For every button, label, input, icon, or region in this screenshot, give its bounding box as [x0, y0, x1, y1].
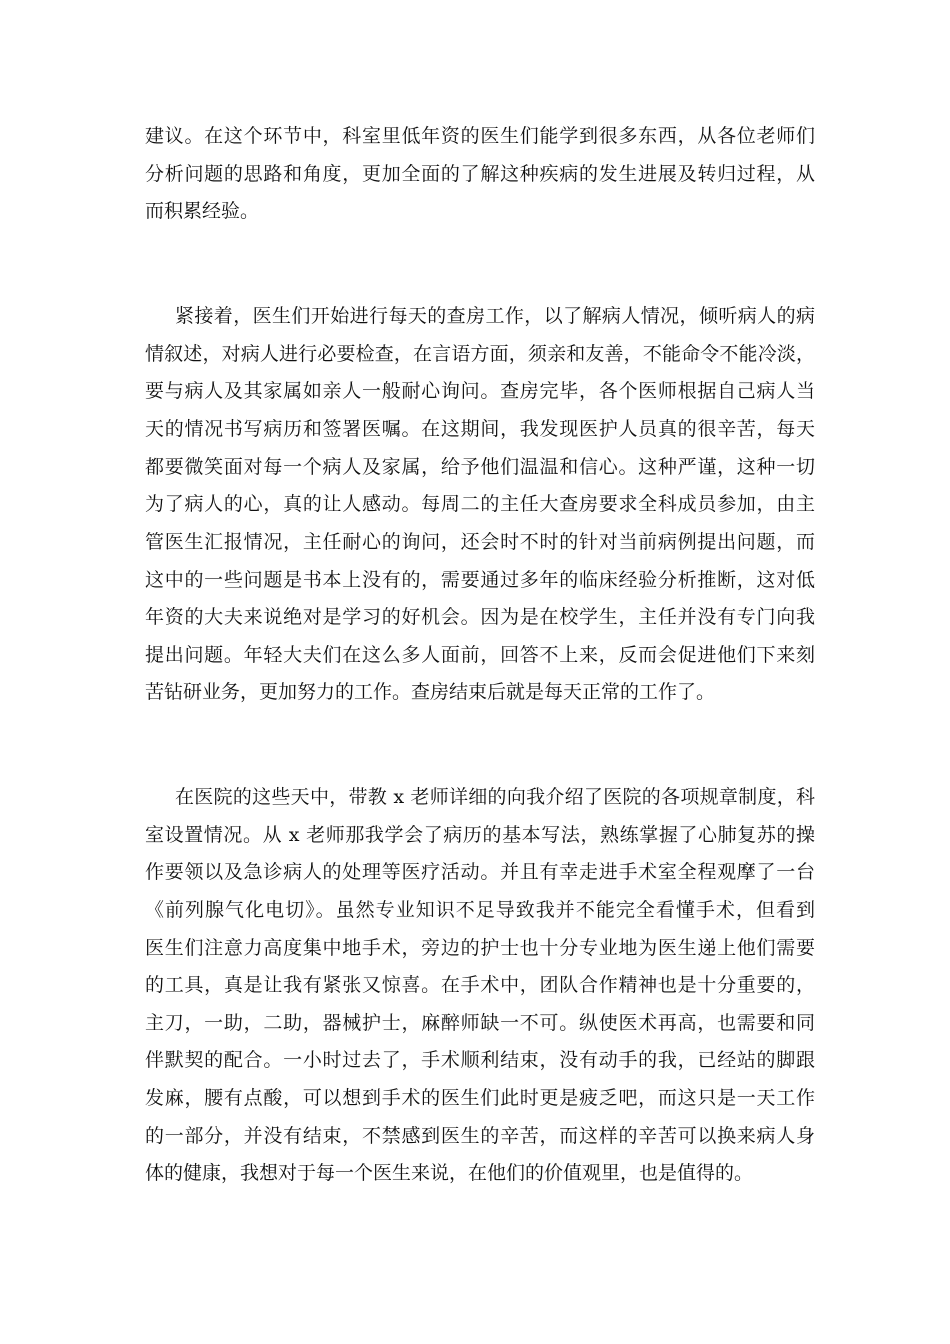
text-line: 都要微笑面对每一个病人及家属，给予他们温温和信心。这种严谨，这种一切	[145, 456, 815, 478]
text-line: 发麻，腰有点酸，可以想到手术的医生们此时更是疲乏吧，而这只是一天工作	[145, 1087, 815, 1109]
text-line: 紧接着，医生们开始进行每天的查房工作，以了解病人情况，倾听病人的病	[175, 305, 815, 327]
text-line: 为了病人的心，真的让人感动。每周二的主任大查房要求全科成员参加，由主	[145, 493, 815, 515]
text-line: 体的健康，我想对于每一个医生来说，在他们的价值观里，也是值得的。	[145, 1162, 754, 1184]
text-line: 室设置情况。从 x 老师那我学会了病历的基本写法，熟练掌握了心肺复苏的操	[145, 824, 815, 846]
text-line: 而积累经验。	[145, 200, 260, 222]
text-line: 的一部分，并没有结束，不禁感到医生的辛苦，而这样的辛苦可以换来病人身	[145, 1125, 815, 1147]
text-line: 建议。在这个环节中，科室里低年资的医生们能学到很多东西，从各位老师们	[145, 125, 815, 147]
text-line: 《前列腺气化电切》。虽然专业知识不足导致我并不能完全看懂手术，但看到	[145, 899, 815, 921]
text-line: 分析问题的思路和角度，更加全面的了解这种疾病的发生进展及转归过程，从	[145, 163, 815, 185]
text-line: 管医生汇报情况，主任耐心的询问，还会时不时的针对当前病例提出问题，而	[145, 531, 815, 553]
text-line: 在医院的这些天中，带教 x 老师详细的向我介绍了医院的各项规章制度，科	[175, 786, 815, 808]
text-line: 提出问题。年轻大夫们在这么多人面前，回答不上来，反而会促进他们下来刻	[145, 644, 815, 666]
text-line: 年资的大夫来说绝对是学习的好机会。因为是在校学生，主任并没有专门向我	[145, 606, 815, 628]
text-line: 的工具，真是让我有紧张又惊喜。在手术中，团队合作精神也是十分重要的，	[145, 974, 815, 996]
text-line: 天的情况书写病历和签署医嘱。在这期间，我发现医护人员真的很辛苦，每天	[145, 418, 815, 440]
text-line: 医生们注意力高度集中地手术，旁边的护士也十分专业地为医生递上他们需要	[145, 937, 815, 959]
text-line: 作要领以及急诊病人的处理等医疗活动。并且有幸走进手术室全程观摩了一台	[145, 861, 815, 883]
text-line: 苦钻研业务，更加努力的工作。查房结束后就是每天正常的工作了。	[145, 681, 716, 703]
text-line: 伴默契的配合。一小时过去了，手术顺利结束，没有动手的我，已经站的脚跟	[145, 1049, 815, 1071]
text-line: 主刀，一助，二助，器械护士，麻醉师缺一不可。纵使医术再高，也需要和同	[145, 1012, 815, 1034]
text-line: 这中的一些问题是书本上没有的，需要通过多年的临床经验分析推断，这对低	[145, 569, 815, 591]
text-line: 情叙述，对病人进行必要检查，在言语方面，须亲和友善，不能命令不能冷淡，	[145, 343, 815, 365]
text-line: 要与病人及其家属如亲人一般耐心询问。查房完毕，各个医师根据自己病人当	[145, 380, 815, 402]
